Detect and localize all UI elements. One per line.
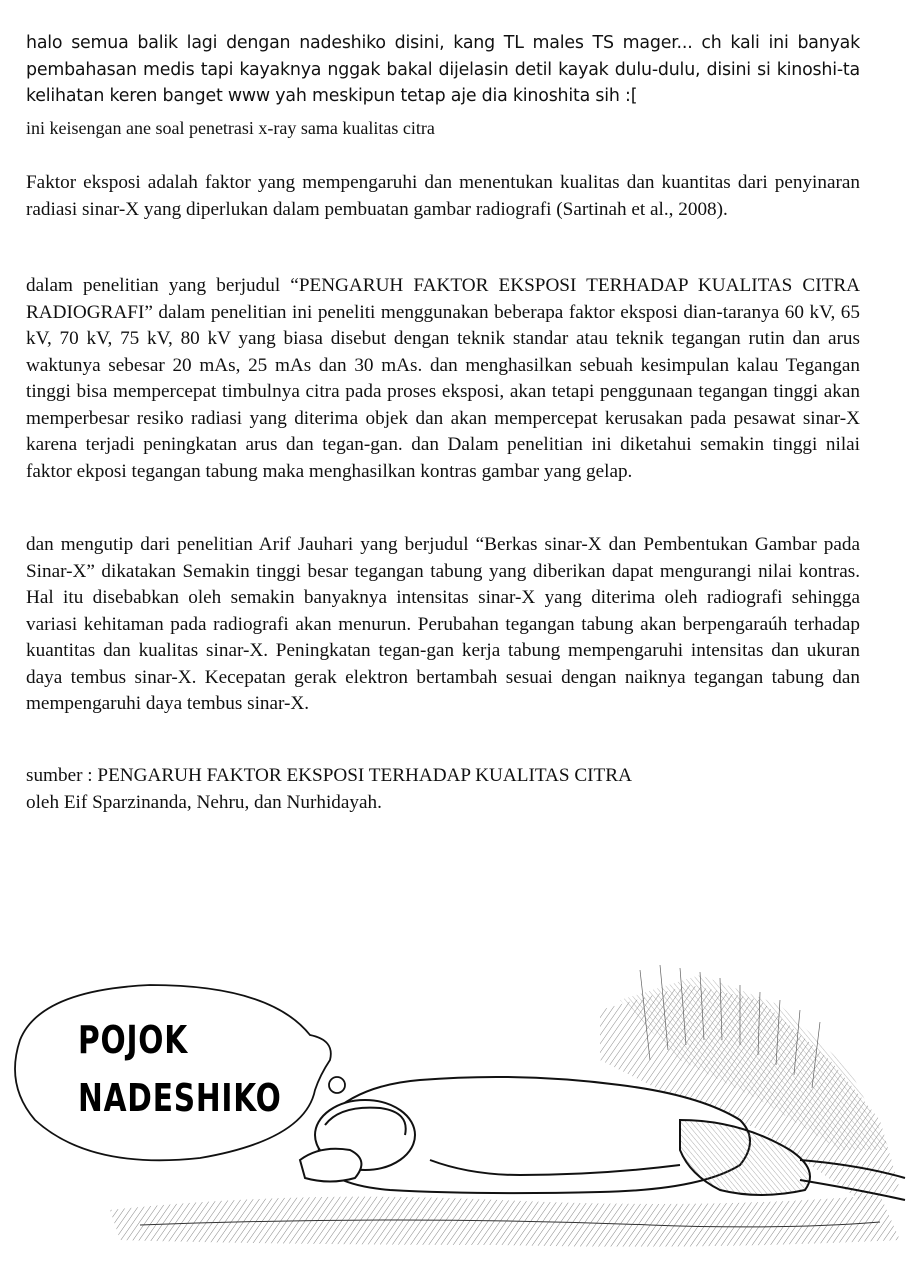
bubble-title-line-2: NADESHIKO: [78, 1076, 282, 1120]
source-citation: [26, 763, 860, 816]
body-paragraph-2: dalam penelitian yang berjudul “PENGARUH FAKTOR EKSPOSI TERHADAP KUALITAS CITRA RADIOGRAFI” dalam penelitian ini peneliti menggunakan beberapa faktor eksposi dian-taranya 60 kV, 65 kV, 70 kV, 75 kV, 80 kV yang biasa disebut dengan teknik standar atau teknik tegangan rutin dan arus waktunya sebesar 20 mAs, 25 mAs dan 30 mAs. dan menghasilkan sebuah kesimpulan kalau Tegangan tinggi bisa mempercepat timbulnya citra pada proses eksposi, akan tetapi penggunaan tegangan tinggi akan memperbesar resiko radiasi yang diterima objek dan akan mempercepat kerusakan pada pesawat sinar-X karena terjadi peningkatan arus dan tegan-gan. dan Dalam penelitian ini diketahui semakin tinggi nilai faktor ekposi tegangan tabung maka menghasilkan kontras gambar yang gelap.: [26, 275, 860, 482]
body-paragraph-3: dan mengutip dari penelitian Arif Jauhari yang berjudul “Berkas sinar-X dan Pembentukan Gambar pada Sinar-X” dikatakan Semakin tinggi besar tegangan tabung yang diberikan dapat mengurangi nilai kontras. Hal itu disebabkan oleh semakin banyaknya intensitas sinar-X yang diterima oleh radiografi sehingga variasi kehitaman pada radiografi akan menurun. Perubahan tegangan tabung akan berpengaraúh terhadap kuantitas dan kualitas sinar-X. Peningkatan tegan-gan kerja tabung mempengaruhi intensitas dan ukuran daya tembus sinar-X. Kecepatan gerak elektron bertambah sesuai dengan naiknya tegangan tabung dan mempengaruhi daya tembus sinar-X.: [26, 534, 860, 714]
thought-bubble: [15, 985, 345, 1160]
body-paragraph-1: Faktor eksposi adalah faktor yang mempengaruhi dan menentukan kualitas dan kuantitas dari penyinaran radiasi sinar-X yang diperlukan dalam pembuatan gambar radiografi (Sartinah et al., 2008).: [26, 172, 860, 220]
source-title-line: sumber : PENGARUH FAKTOR EKSPOSI TERHADAP KUALITAS CITRA: [26, 765, 632, 786]
source-authors-line: oleh Eif Sparzinanda, Nehru, dan Nurhidayah.: [26, 791, 382, 813]
aside-note: ini keisengan ane soal penetrasi x-ray sama kualitas citra: [26, 118, 435, 138]
ground-texture: [110, 1195, 900, 1247]
bubble-title-line-1: POJOK: [78, 1018, 189, 1062]
intro-paragraph: halo semua balik lagi dengan nadeshiko disini, kang TL males TS mager... ch kali ini banyak pembahasan medis tapi kayaknya nggak bakal dijelasin detil kayak dulu-dulu, disini si kinoshi-ta kelihatan keren banget www yah meskipun tetap aje dia kinoshita sih :[: [26, 33, 860, 106]
